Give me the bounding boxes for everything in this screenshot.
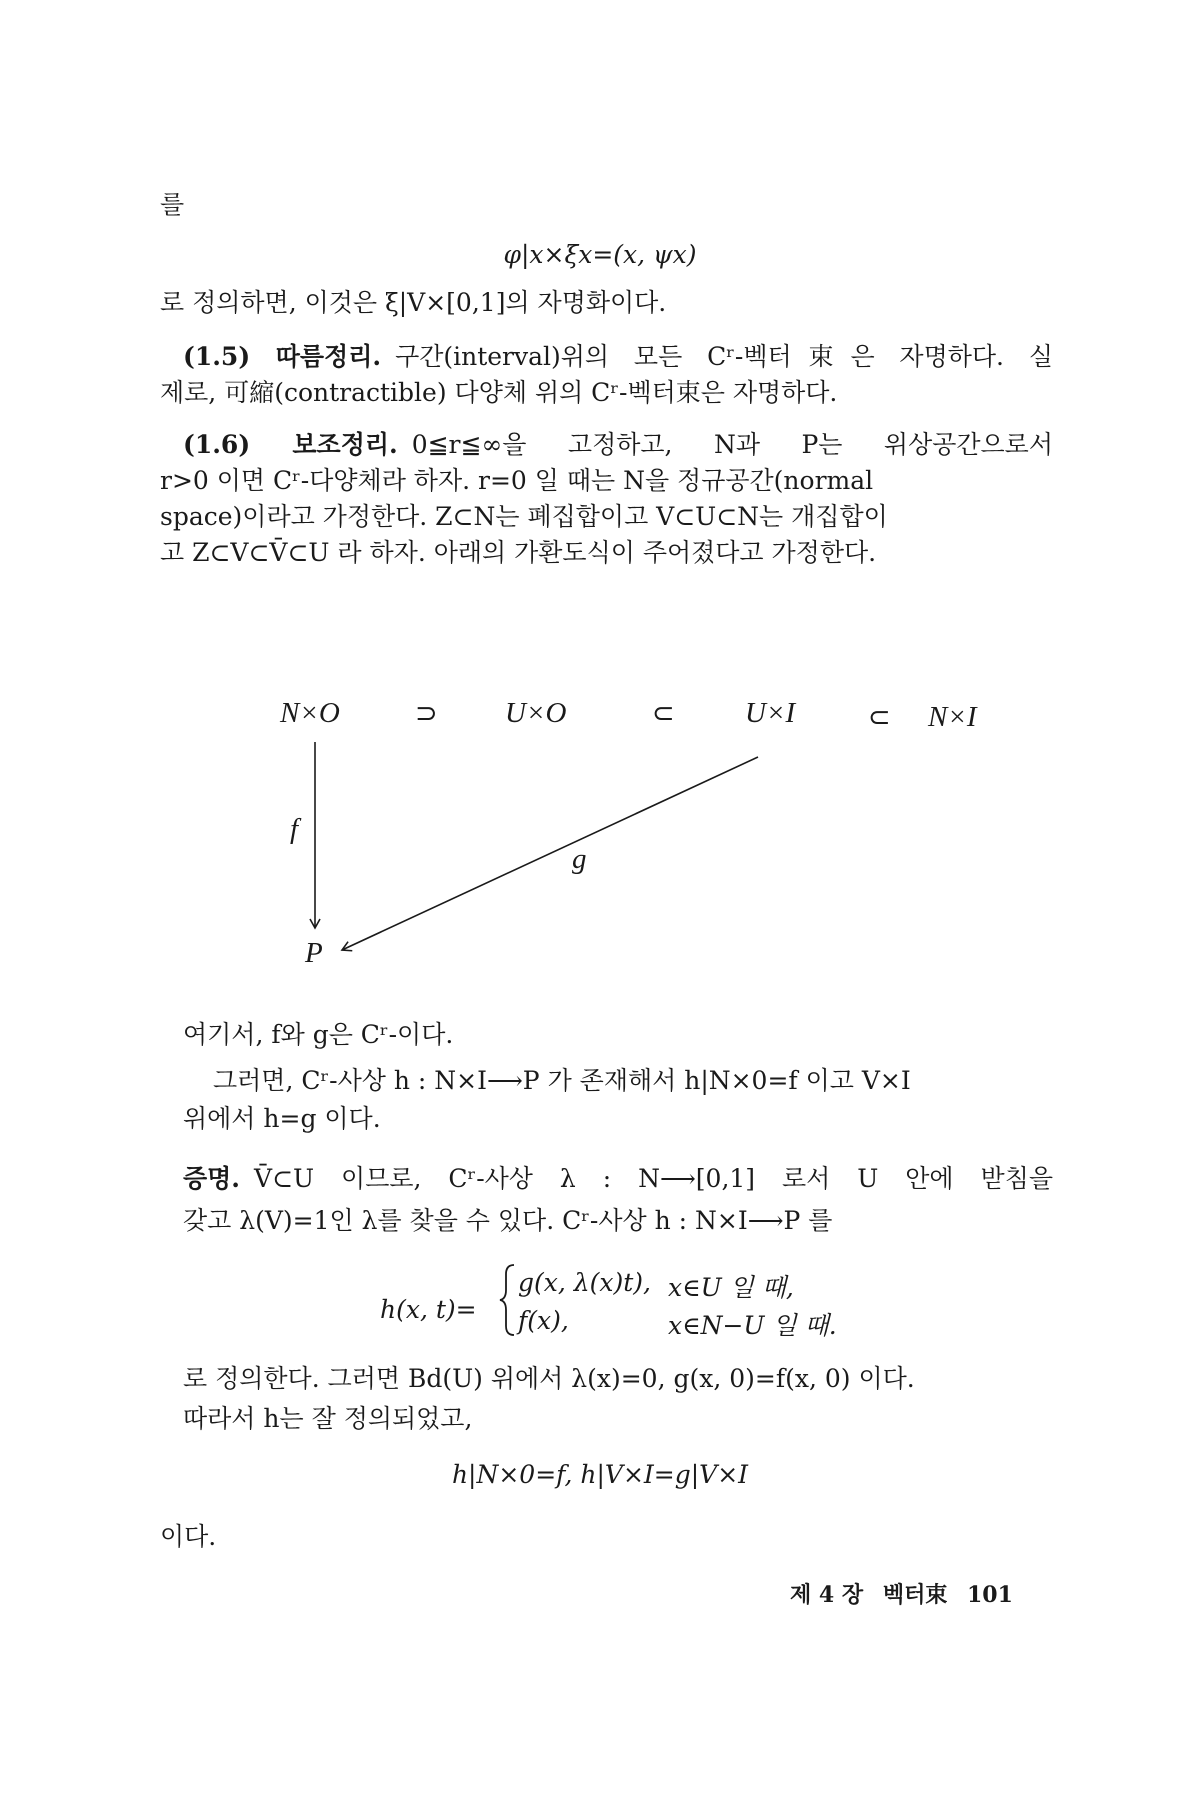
relation-subset-2: ⊂ [868, 702, 891, 733]
arrow-g [342, 757, 758, 950]
conclusion-line-1: 그러면, Cʳ-사상 h : N×I⟶P 가 존재해서 h|N×0=f 이고 V×I [213, 1066, 911, 1095]
corollary-label: (1.5) 따름정리. [183, 342, 382, 371]
label-f: f [290, 813, 299, 845]
lemma-1-6-line-4: 고 Z⊂V⊂V̄⊂U 라 하자. 아래의 가환도식이 주어졌다고 가정한다. [160, 538, 877, 567]
paragraph-well-defined-1: 로 정의한다. 그러면 Bd(U) 위에서 λ(x)=0, g(x, 0)=f(x, 0) 이다. [183, 1364, 915, 1393]
node-u-times-o: U×O [505, 697, 567, 729]
paragraph-definition: 로 정의하면, 이것은 ξ|V×[0,1]의 자명화이다. [160, 288, 667, 317]
case-2-expression: f(x), [518, 1306, 569, 1335]
node-u-times-i: U×I [745, 697, 796, 729]
node-n-times-o: N×O [280, 697, 340, 729]
proof-text-1: V̄⊂U 이므로, Cʳ-사상 λ : N⟶[0,1] 로서 U 안에 받침을 [254, 1164, 1053, 1193]
paragraph-well-defined-2: 따라서 h는 잘 정의되었고, [183, 1404, 473, 1433]
footer-chapter: 제 4 장 [790, 1582, 864, 1608]
relation-superset: ⊃ [415, 698, 438, 729]
lemma-text-1: 0≦r≦∞을 고정하고, N과 P는 위상공간으로서 [411, 430, 1053, 459]
left-brace-icon [498, 1262, 518, 1338]
node-p: P [305, 937, 323, 969]
lemma-label: (1.6) 보조정리. [183, 430, 398, 459]
corollary-text-1: 구간(interval)위의 모든 Cʳ-벡터束은 자명하다. 실 [395, 342, 1053, 371]
equation-final: h|N×0=f, h|V×I=g|V×I [451, 1460, 749, 1489]
node-n-times-i: N×I [928, 701, 977, 733]
proof-line-1 [183, 1162, 1053, 1196]
paragraph-end: 이다. [160, 1522, 217, 1551]
relation-subset-1: ⊂ [652, 698, 675, 729]
case-2-condition: x∈N−U 일 때. [668, 1311, 837, 1340]
equation-phi: φ|x×ξx=(x, ψx) [503, 240, 697, 269]
footer-page-number: 101 [967, 1582, 1013, 1608]
lemma-1-6-line-2: r>0 이면 Cʳ-다양체라 하자. r=0 일 때는 N을 정규공간(normal [160, 466, 874, 495]
proof-line-2: 갖고 λ(V)=1인 λ를 찾을 수 있다. Cʳ-사상 h : N×I⟶P 를 [183, 1206, 833, 1235]
top-word: 를 [160, 190, 185, 219]
conclusion-line-2: 위에서 h=g 이다. [183, 1104, 381, 1133]
lemma-1-6-line-3: space)이라고 가정한다. Z⊂N는 폐집합이고 V⊂U⊂N는 개집합이 [160, 502, 888, 531]
page-footer [790, 1578, 1013, 1609]
footer-title: 벡터束 [882, 1582, 948, 1608]
paragraph-f-and-g: 여기서, f와 g은 Cʳ-이다. [183, 1020, 454, 1049]
case-1-expression: g(x, λ(x)t), [518, 1268, 651, 1297]
label-g: g [572, 843, 587, 875]
corollary-1-5-line-2: 제로, 可縮(contractible) 다양체 위의 Cʳ-벡터束은 자명하다. [160, 378, 838, 407]
piecewise-lhs: h(x, t)= [380, 1295, 477, 1324]
proof-label: 증명. [183, 1164, 241, 1193]
case-1-condition: x∈U 일 때, [668, 1273, 794, 1302]
